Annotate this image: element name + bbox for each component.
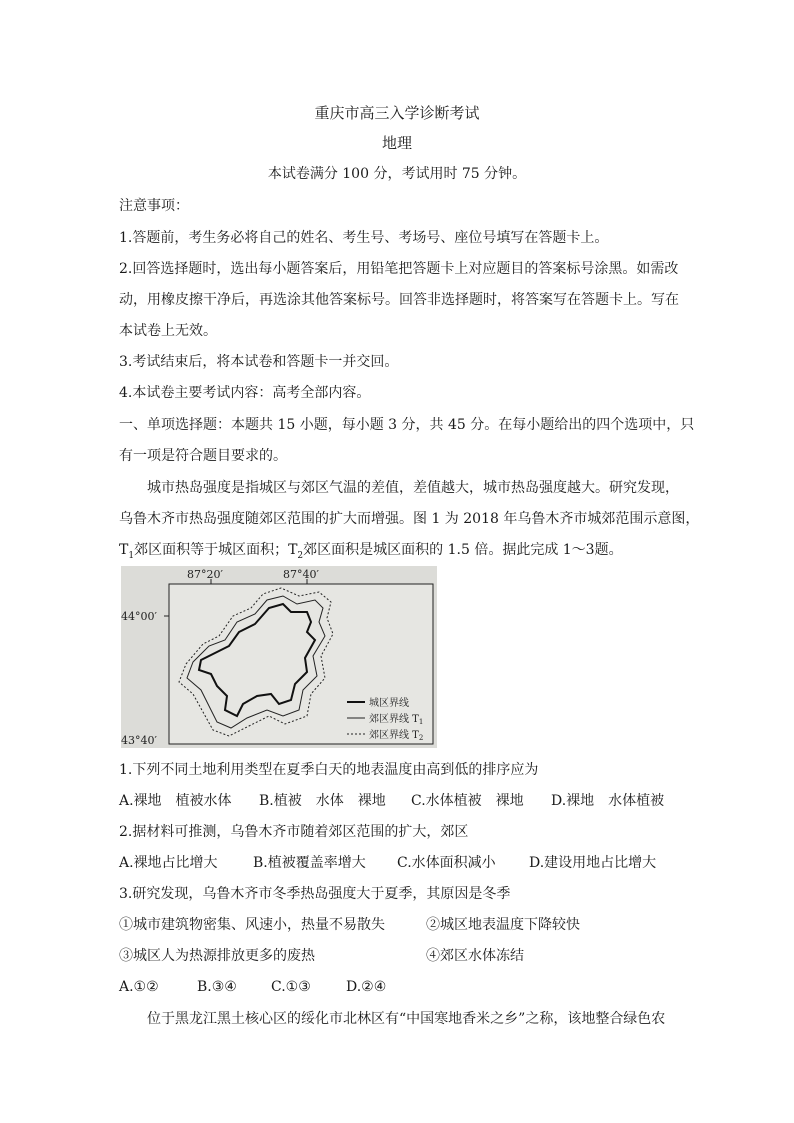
legend-city-label: 城区界线 (369, 698, 409, 709)
question-1-stem: 1.下列不同土地利用类型在夏季白天的地表温度由高到低的排序应为 (119, 762, 539, 778)
passage-line: 城市热岛强度是指城区与郊区气温的差值，差值越大，城市热岛强度越大。研究发现， (147, 480, 679, 496)
note-item: 2.回答选择题时，选出每小题答案后，用铅笔把答题卡上对应题目的答案标号涂黑。如需改 (119, 261, 679, 277)
passage-line: 乌鲁木齐市热岛强度随郊区范围的扩大而增强。图 1 为 2018 年乌鲁木齐市城郊范围示意图， (119, 511, 700, 527)
lon-left-label: 87°20′ (187, 568, 223, 581)
q1-option-b: B.植被 水体 裸地 (259, 793, 386, 809)
section-heading-cont: 有一项是符合题目要求的。 (119, 448, 287, 464)
lat-bottom-label: 43°40′ (121, 734, 157, 747)
question-2-stem: 2.据材料可推测，乌鲁木齐市随着郊区范围的扩大，郊区 (119, 824, 469, 840)
lon-right-label: 87°40′ (283, 568, 319, 581)
exam-title: 重庆市高三入学诊断考试 (314, 104, 480, 122)
q1-option-c: C.水体植被 裸地 (411, 793, 524, 809)
legend-t1-label: 郊区界线 $T_1$ (369, 714, 424, 726)
q2-option-d: D.建设用地占比增大 (529, 855, 657, 871)
passage-2-line: 位于黑龙江黑土核心区的绥化市北林区有“中国寒地香米之乡”之称，该地整合绿色农 (147, 1011, 666, 1027)
note-item: 本试卷上无效。 (119, 323, 217, 339)
q3-option-c: C.①③ (271, 979, 311, 995)
legend-t2-label: 郊区界线 $T_2$ (369, 730, 424, 742)
q3-statement: ①城市建筑物密集、风速小，热量不易散失 (119, 917, 385, 933)
q2-option-a: A.裸地占比增大 (119, 855, 218, 871)
q3-option-d: D.②④ (346, 979, 387, 995)
passage-line: $T_1$郊区面积等于城区面积；$T_2$郊区面积是城区面积的 1.5 倍。据此完成 1～3题。 (119, 542, 623, 561)
q3-option-b: B.③④ (197, 979, 237, 995)
q2-option-c: C.水体面积减小 (397, 855, 496, 871)
figure-1-map (121, 566, 437, 748)
exam-info: 本试卷满分 100 分，考试用时 75 分钟。 (267, 166, 527, 182)
question-3-stem: 3.研究发现，乌鲁木齐市冬季热岛强度大于夏季，其原因是冬季 (119, 886, 511, 902)
note-item: 动，用橡皮擦干净后，再选涂其他答案标号。回答非选择题时，将答案写在答题卡上。写在 (119, 292, 679, 308)
notes-heading: 注意事项： (119, 198, 189, 214)
exam-subject: 地理 (381, 134, 412, 152)
lat-top-label: 44°00′ (121, 610, 157, 623)
note-item: 4.本试卷主要考试内容：高考全部内容。 (119, 385, 371, 401)
q3-statement: ③城区人为热源排放更多的废热 (119, 948, 315, 964)
q3-statement: ②城区地表温度下降较快 (426, 917, 580, 933)
section-heading: 一、单项选择题：本题共 15 小题，每小题 3 分，共 45 分。在每小题给出的四个选项中，只 (119, 417, 695, 433)
q1-option-a: A.裸地 植被水体 (119, 793, 232, 809)
note-item: 3.考试结束后，将本试卷和答题卡一并交回。 (119, 354, 399, 370)
map-svg (121, 566, 437, 748)
q2-option-b: B.植被覆盖率增大 (253, 855, 366, 871)
q1-option-d: D.裸地 水体植被 (551, 793, 665, 809)
q3-statement: ④郊区水体冻结 (426, 948, 524, 964)
note-item: 1.答题前，考生务必将自己的姓名、考生号、考场号、座位号填写在答题卡上。 (119, 230, 609, 246)
q3-option-a: A.①② (119, 979, 159, 995)
